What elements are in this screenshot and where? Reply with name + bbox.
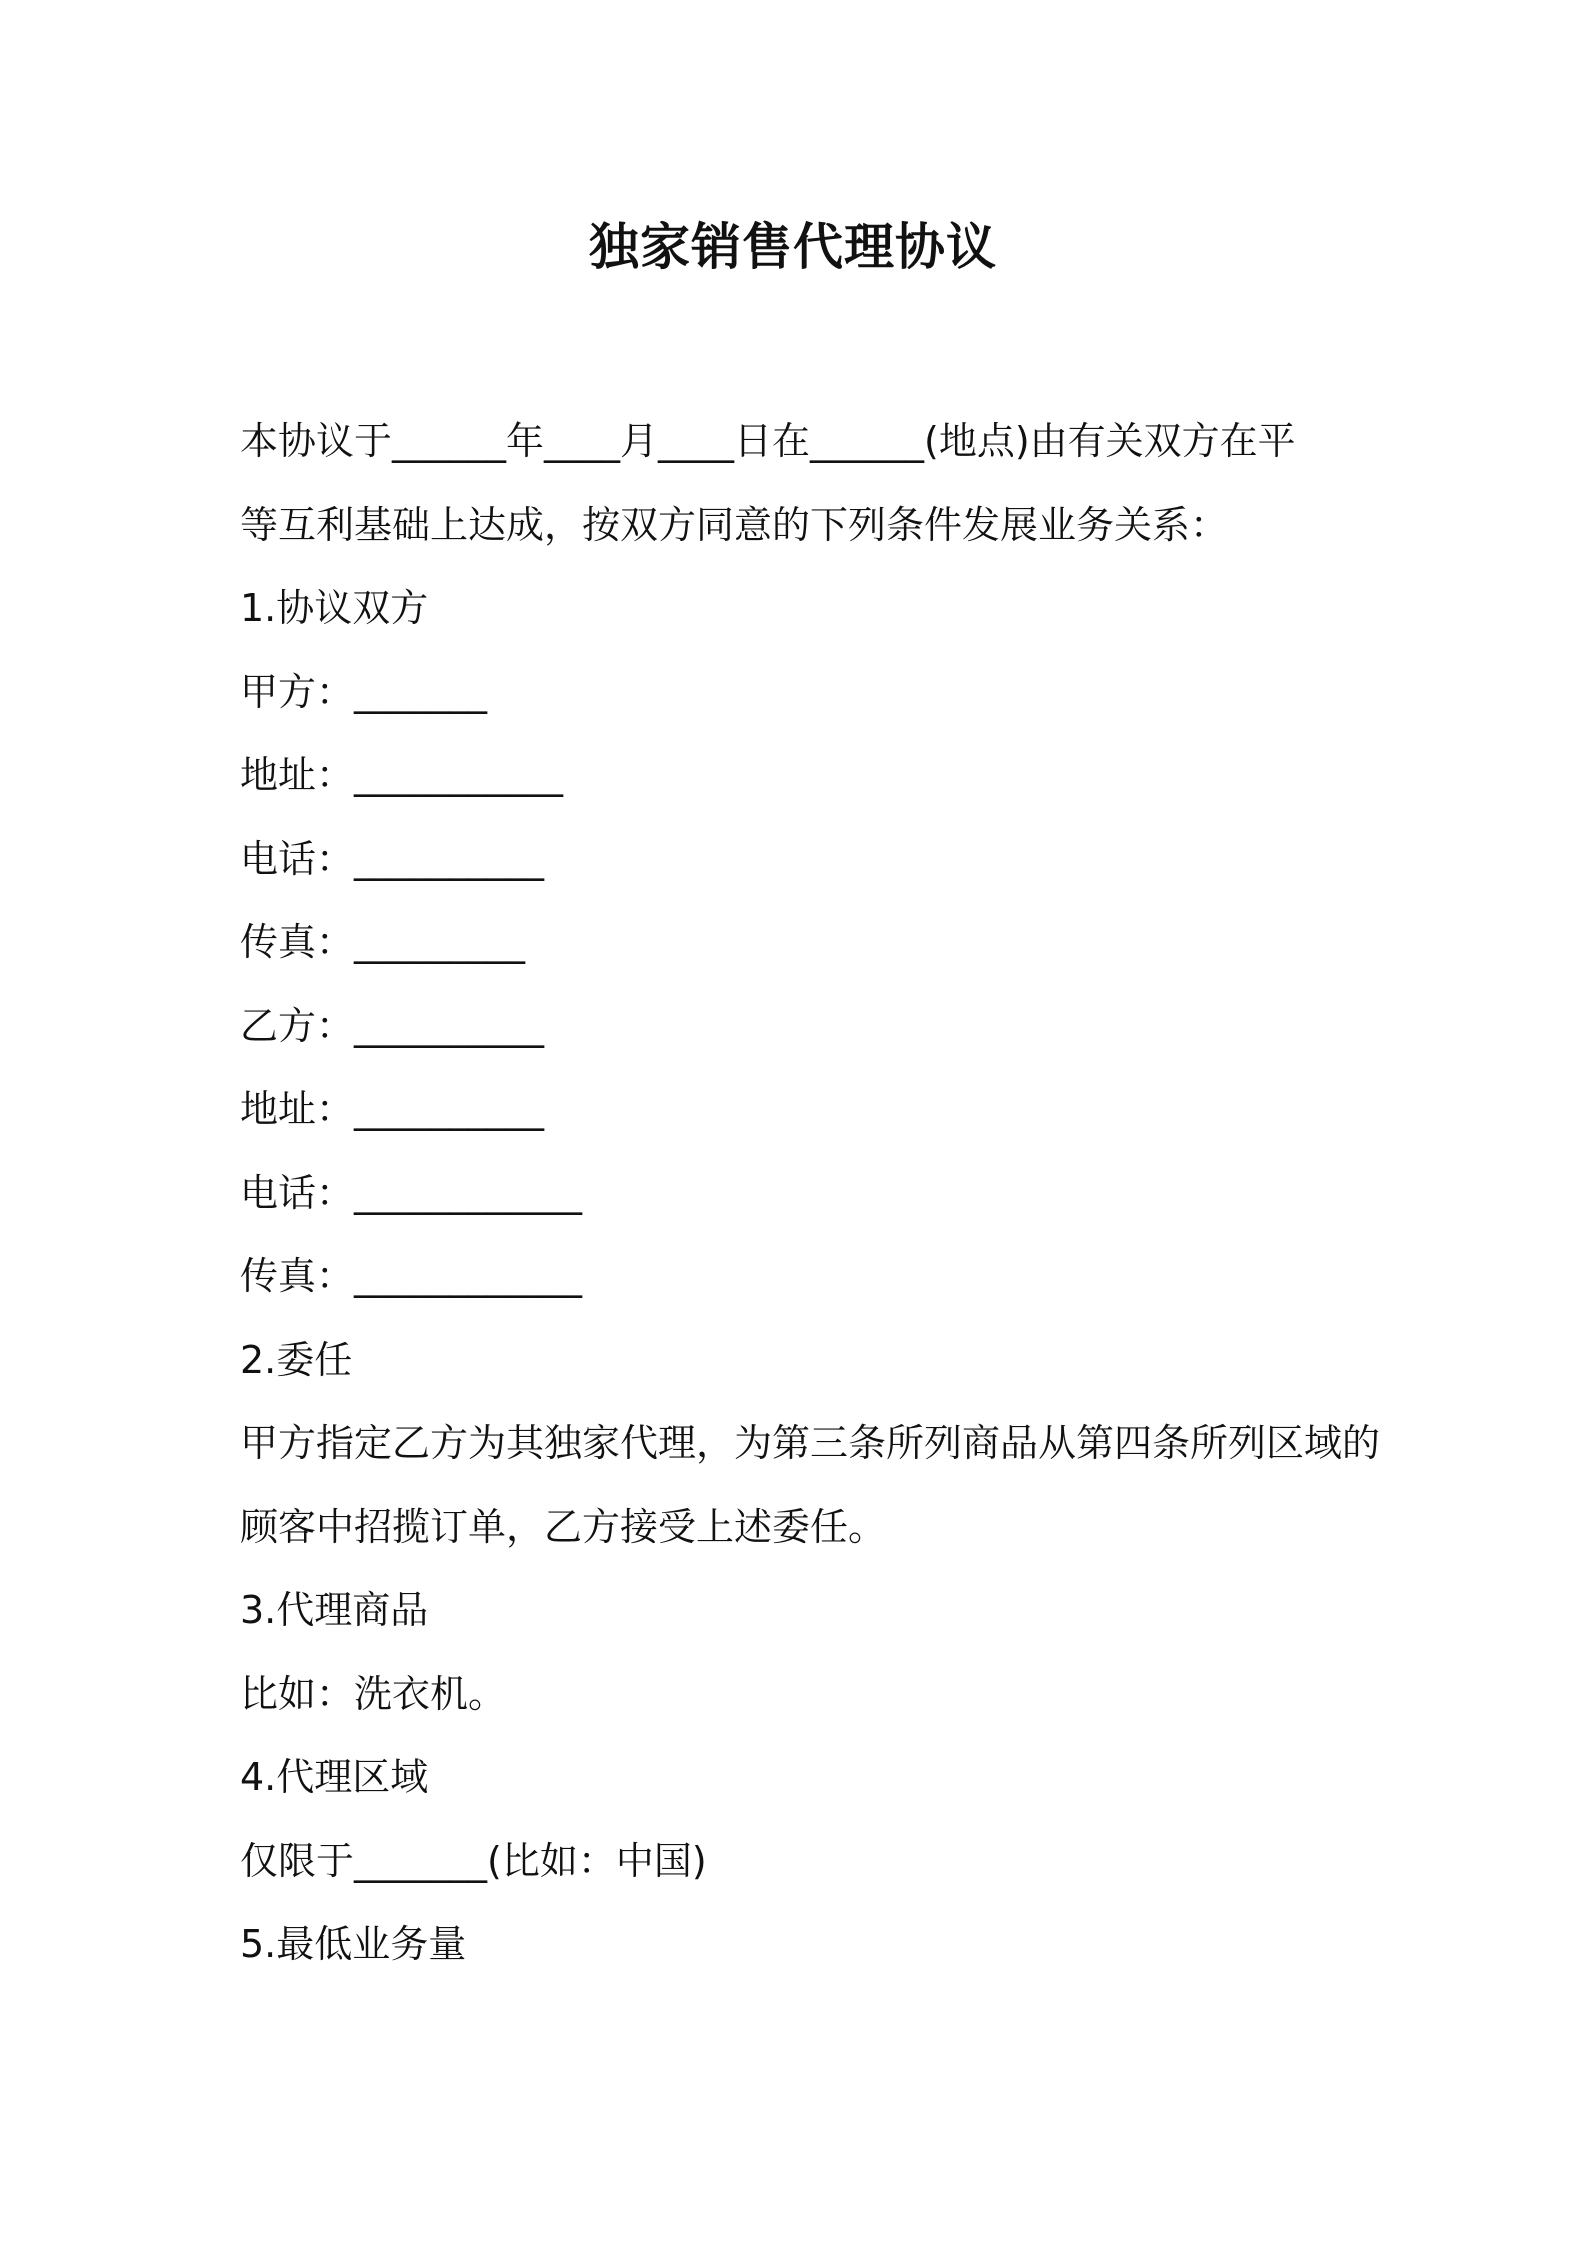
products-text: 比如：洗衣机。: [240, 1671, 507, 1716]
section-heading-appointment: 2.委任: [240, 1337, 353, 1382]
party-b-fax-field: 传真：____________: [240, 1254, 583, 1298]
section-heading-territory: 4.代理区域: [240, 1755, 429, 1799]
party-a-address-field: 地址：___________: [240, 753, 564, 797]
intro-line-2: 等互利基础上达成，按双方同意的下列条件发展业务关系：: [240, 502, 1229, 547]
document-body: [240, 400, 1381, 1987]
section-heading-parties: 1.协议双方: [240, 586, 429, 630]
party-a-fax-field: 传真：_________: [240, 920, 526, 964]
document-title: 独家销售代理协议: [589, 218, 997, 276]
appointment-text-line-1: 甲方指定乙方为其独家代理，为第三条所列商品从第四条所列区域的: [240, 1421, 1381, 1465]
intro-line-1: 本协议于______年____月____日在______(地点)由有关双方在平: [240, 419, 1296, 463]
party-b-phone-field: 电话：____________: [240, 1170, 583, 1215]
party-a-phone-field: 电话：__________: [240, 836, 545, 881]
section-heading-minimum-volume: 5.最低业务量: [240, 1922, 467, 1966]
appointment-text-line-2: 顾客中招揽订单，乙方接受上述委任。: [240, 1504, 887, 1549]
party-b-address-field: 地址：__________: [240, 1087, 545, 1131]
section-heading-products: 3.代理商品: [240, 1588, 429, 1632]
party-a-field: 甲方：_______: [240, 669, 488, 714]
territory-text: 仅限于_______(比如：中国): [240, 1838, 707, 1883]
party-b-field: 乙方：__________: [240, 1003, 545, 1048]
